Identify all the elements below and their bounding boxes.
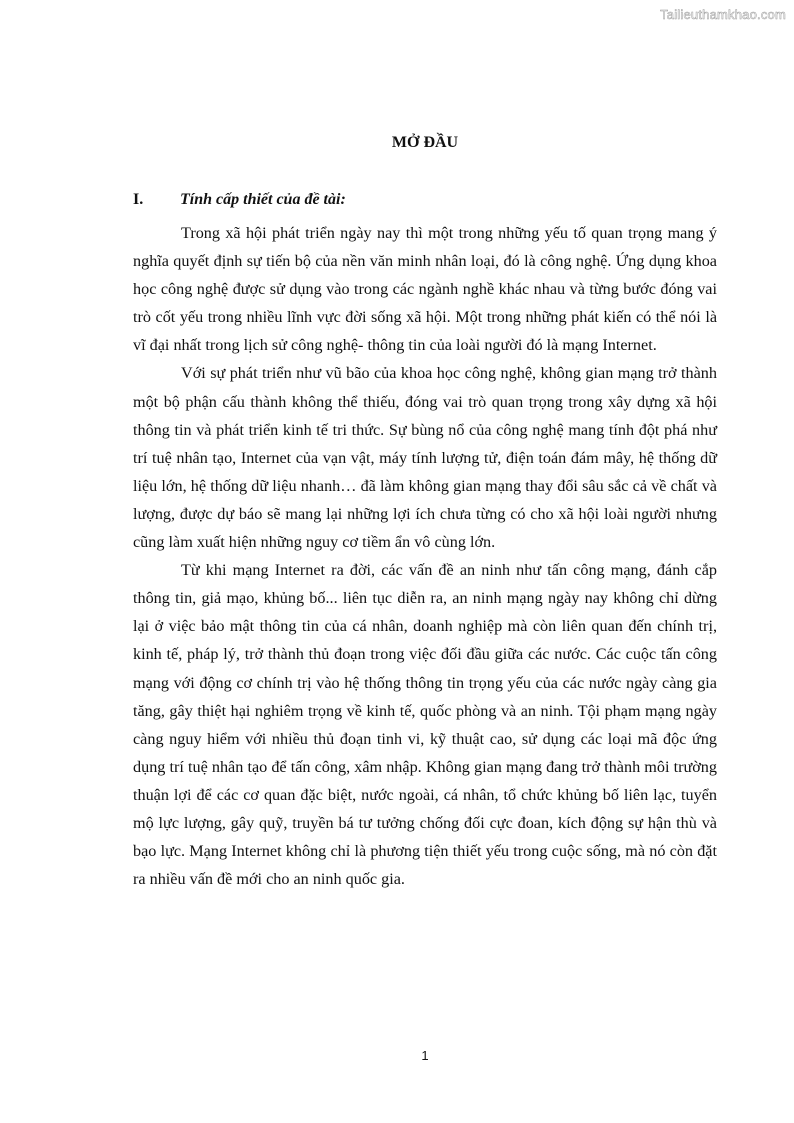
paragraph-2: Với sự phát triển như vũ bão của khoa học công nghệ, không gian mạng trở thành một bộ phận cấu thành không thể thiếu, đóng vai trò quan trọng trong xây dựng xã hội thông tin và phát triển kinh tế tri thức. Sự bùng nổ của công nghệ mang tính đột phá như trí tuệ nhân tạo, Internet của vạn vật, máy tính lượng tử, điện toán đám mây, hệ thống dữ liệu lớn, hệ thống dữ liệu nhanh… đã làm không gian mạng thay đổi sâu sắc cả về chất và lượng, được dự báo sẽ mang lại những lợi ích chưa từng có cho xã hội loài người nhưng cũng làm xuất hiện những nguy cơ tiềm ẩn vô cùng lớn. [133,364,717,552]
section-heading-text: Tính cấp thiết của đề tài: [180,191,346,208]
page-title: MỞ ĐẦU [391,134,459,151]
watermark: Tailieuthamkhao.com [660,7,786,22]
section-number: I. [133,191,144,208]
body-text [133,219,717,893]
page-number: 1 [421,1048,429,1063]
section-heading [133,191,717,209]
paragraph-3: Từ khi mạng Internet ra đời, các vấn đề an ninh như tấn công mạng, đánh cắp thông tin, giả mạo, khủng bố... liên tục diễn ra, an ninh mạng ngày nay không chỉ dừng lại ở việc bảo mật thông tin của cá nhân, doanh nghiệp mà còn liên quan đến chính trị, kinh tế, pháp lý, trở thành thủ đoạn trong việc đối đầu giữa các nước. Các cuộc tấn công mạng với động cơ chính trị vào hệ thống thông tin trọng yếu của các nước ngày càng gia tăng, gây thiệt hại nghiêm trọng về kinh tế, quốc phòng và an ninh. Tội phạm mạng ngày càng nguy hiểm với nhiều thủ đoạn tinh vi, kỹ thuật cao, sử dụng các loại mã độc ứng dụng trí tuệ nhân tạo để tấn công, xâm nhập. Không gian mạng đang trở thành môi trường thuận lợi để các cơ quan đặc biệt, nước ngoài, cá nhân, tổ chức khủng bố liên lạc, tuyển mộ lực lượng, gây quỹ, truyền bá tư tưởng chống đối cực đoan, kích động sự hận thù và bạo lực. Mạng Internet không chỉ là phương tiện thiết yếu trong cuộc sống, mà nó còn đặt ra nhiều vấn đề mới cho an ninh quốc gia. [133,561,717,889]
paragraph-1: Trong xã hội phát triển ngày nay thì một trong những yếu tố quan trọng mang ý nghĩa quyết định sự tiến bộ của nền văn minh nhân loại, đó là công nghệ. Ứng dụng khoa học công nghệ được sử dụng vào trong các ngành nghề khác nhau và từng bước đóng vai trò cốt yếu trong nhiều lĩnh vực đời sống xã hội. Một trong những phát kiến có thể nói là vĩ đại nhất trong lịch sử công nghệ- thông tin của loài người đó là mạng Internet. [133,224,717,355]
